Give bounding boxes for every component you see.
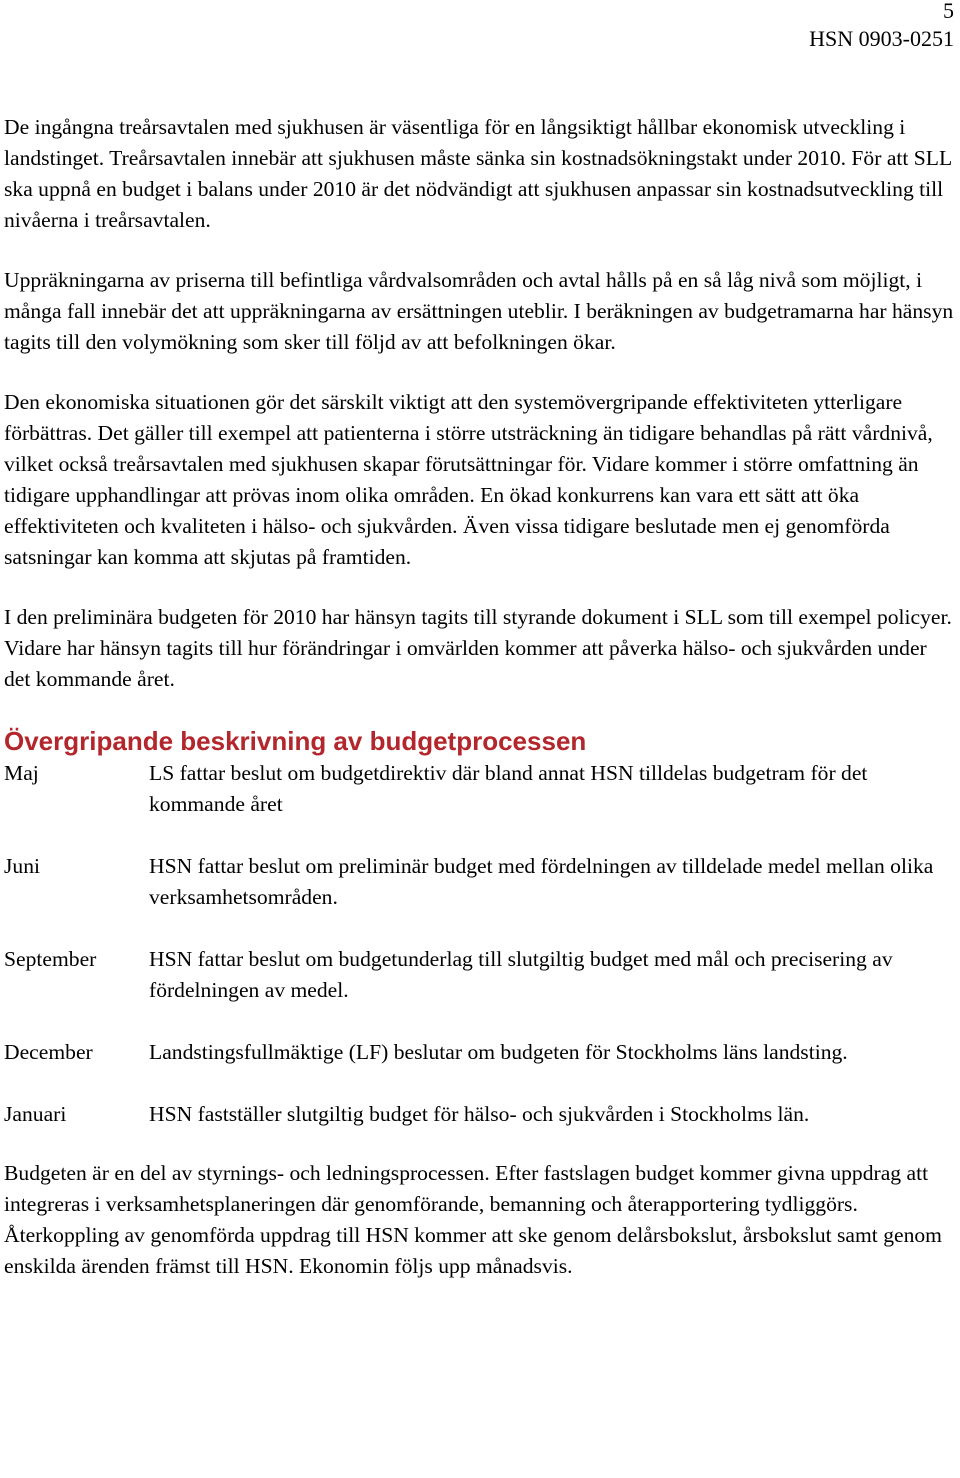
timeline-row	[4, 851, 956, 913]
timeline-month: Maj	[4, 761, 39, 785]
timeline-row	[4, 1037, 956, 1068]
paragraph-upprakningar: Uppräkningarna av priserna till befintliga vårdvalsområden och avtal hålls på en så låg nivå som möjligt, i många fall innebär det att uppräkningarna av ersättningen uteblir. I beräkningen av budgetramarna har hänsyn tagits till den volymökning som sker till följd av att befolkningen ökar.	[4, 268, 954, 354]
paragraph-styrning: Budgeten är en del av styrnings- och ledningsprocessen. Efter fastslagen budget kommer givna uppdrag att integreras i verksamhetsplaneringen där genomförande, bemanning och återapportering tydliggörs. Återkoppling av genomförda uppdrag till HSN kommer att ske genom delårsbokslut, årsbokslut samt genom enskilda ärenden främst till HSN. Ekonomin följs upp månadsvis.	[4, 1161, 942, 1278]
timeline-description: LS fattar beslut om budgetdirektiv där bland annat HSN tilldelas budgetram för det kommande året	[149, 761, 868, 816]
paragraph-ekonomisk-situation: Den ekonomiska situationen gör det särskilt viktigt att den systemövergripande effektiviteten ytterligare förbättras. Det gäller till exempel att patienterna i större utsträckning än tidigare behandlas på rätt vårdnivå, vilket också treårsavtalen med sjukhusen skapar förutsättningar för. Vidare kommer i större omfattning än tidigare upphandlingar att prövas inom olika områden. En ökad konkurrens kan vara ett sätt att öka effektiviteten och kvaliteten i hälso- och sjukvården. Även vissa tidigare beslutade men ej genomförda satsningar kan komma att skjutas på framtiden.	[4, 390, 933, 569]
timeline-row	[4, 1099, 956, 1130]
timeline-month: Juni	[4, 854, 40, 878]
timeline-month: December	[4, 1040, 93, 1064]
paragraph-preliminar-budget: I den preliminära budgeten för 2010 har hänsyn tagits till styrande dokument i SLL som till exempel policyer. Vidare har hänsyn tagits till hur förändringar i omvärlden kommer att påverka hälso- och sjukvården under det kommande året.	[4, 605, 952, 691]
timeline-month: Januari	[4, 1102, 67, 1126]
paragraph-treårsavtal: De ingångna treårsavtalen med sjukhusen är väsentliga för en långsiktigt hållbar ekonomisk utveckling i landstinget. Treårsavtalen innebär att sjukhusen måste sänka sin kostnadsökningstakt under 2010. För att SLL ska uppnå en budget i balans under 2010 är det nödvändigt att sjukhusen anpassar sin kostnadsutveckling till nivåerna i treårsavtalen.	[4, 115, 952, 232]
timeline-description: HSN fattar beslut om budgetunderlag till slutgiltig budget med mål och precisering av fördelningen av medel.	[149, 947, 893, 1002]
document-id: HSN 0903-0251	[809, 26, 954, 51]
timeline-description: HSN fastställer slutgiltig budget för hälso- och sjukvården i Stockholms län.	[149, 1102, 810, 1126]
timeline-month: September	[4, 947, 97, 971]
timeline-row	[4, 758, 956, 820]
timeline-row	[4, 944, 956, 1006]
section-heading: Övergripande beskrivning av budgetprocessen	[4, 726, 587, 756]
timeline-description: HSN fattar beslut om preliminär budget med fördelningen av tilldelade medel mellan olika verksamhetsområden.	[149, 854, 934, 909]
timeline-description: Landstingsfullmäktige (LF) beslutar om budgeten för Stockholms läns landsting.	[149, 1040, 848, 1064]
document-body	[4, 112, 956, 1282]
page-number: 5	[943, 0, 954, 23]
budget-timeline	[4, 758, 956, 1130]
